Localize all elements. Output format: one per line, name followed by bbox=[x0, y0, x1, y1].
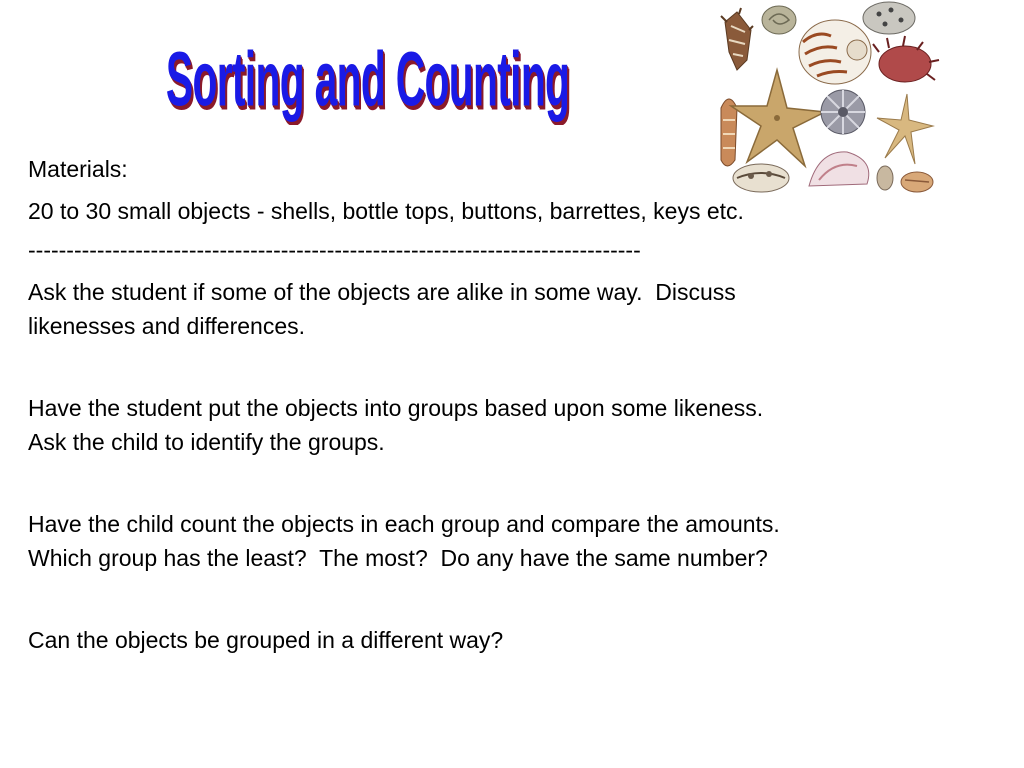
instruction-paragraph: Have the child count the objects in each group and compare the amounts. Which group has the least? The most? Do any have the same number? bbox=[28, 511, 780, 571]
spotted-shell-icon bbox=[863, 2, 915, 34]
dashed-divider: -------------------------------------------------------------------------------- bbox=[28, 237, 641, 263]
nautilus-shell-icon bbox=[799, 20, 871, 84]
instruction-paragraph: Can the objects be grouped in a different way? bbox=[28, 627, 504, 653]
materials-label: Materials: bbox=[28, 156, 128, 182]
slide-title-text: Sorting and Counting bbox=[166, 35, 570, 122]
materials-list: 20 to 30 small objects - shells, bottle tops, buttons, barrettes, keys etc. bbox=[28, 198, 744, 224]
instruction-paragraph: Have the student put the objects into groups based upon some likeness. Ask the child to identify the groups. bbox=[28, 395, 764, 455]
slide-title bbox=[118, 22, 618, 137]
instruction-paragraph: Ask the student if some of the objects are alike in some way. Discuss likenesses and differences. bbox=[28, 279, 736, 339]
snail-shell-icon bbox=[762, 6, 796, 34]
conch-shell-icon bbox=[721, 8, 753, 70]
sea-urchin-icon bbox=[821, 90, 865, 134]
spiny-murex-icon bbox=[873, 36, 939, 82]
